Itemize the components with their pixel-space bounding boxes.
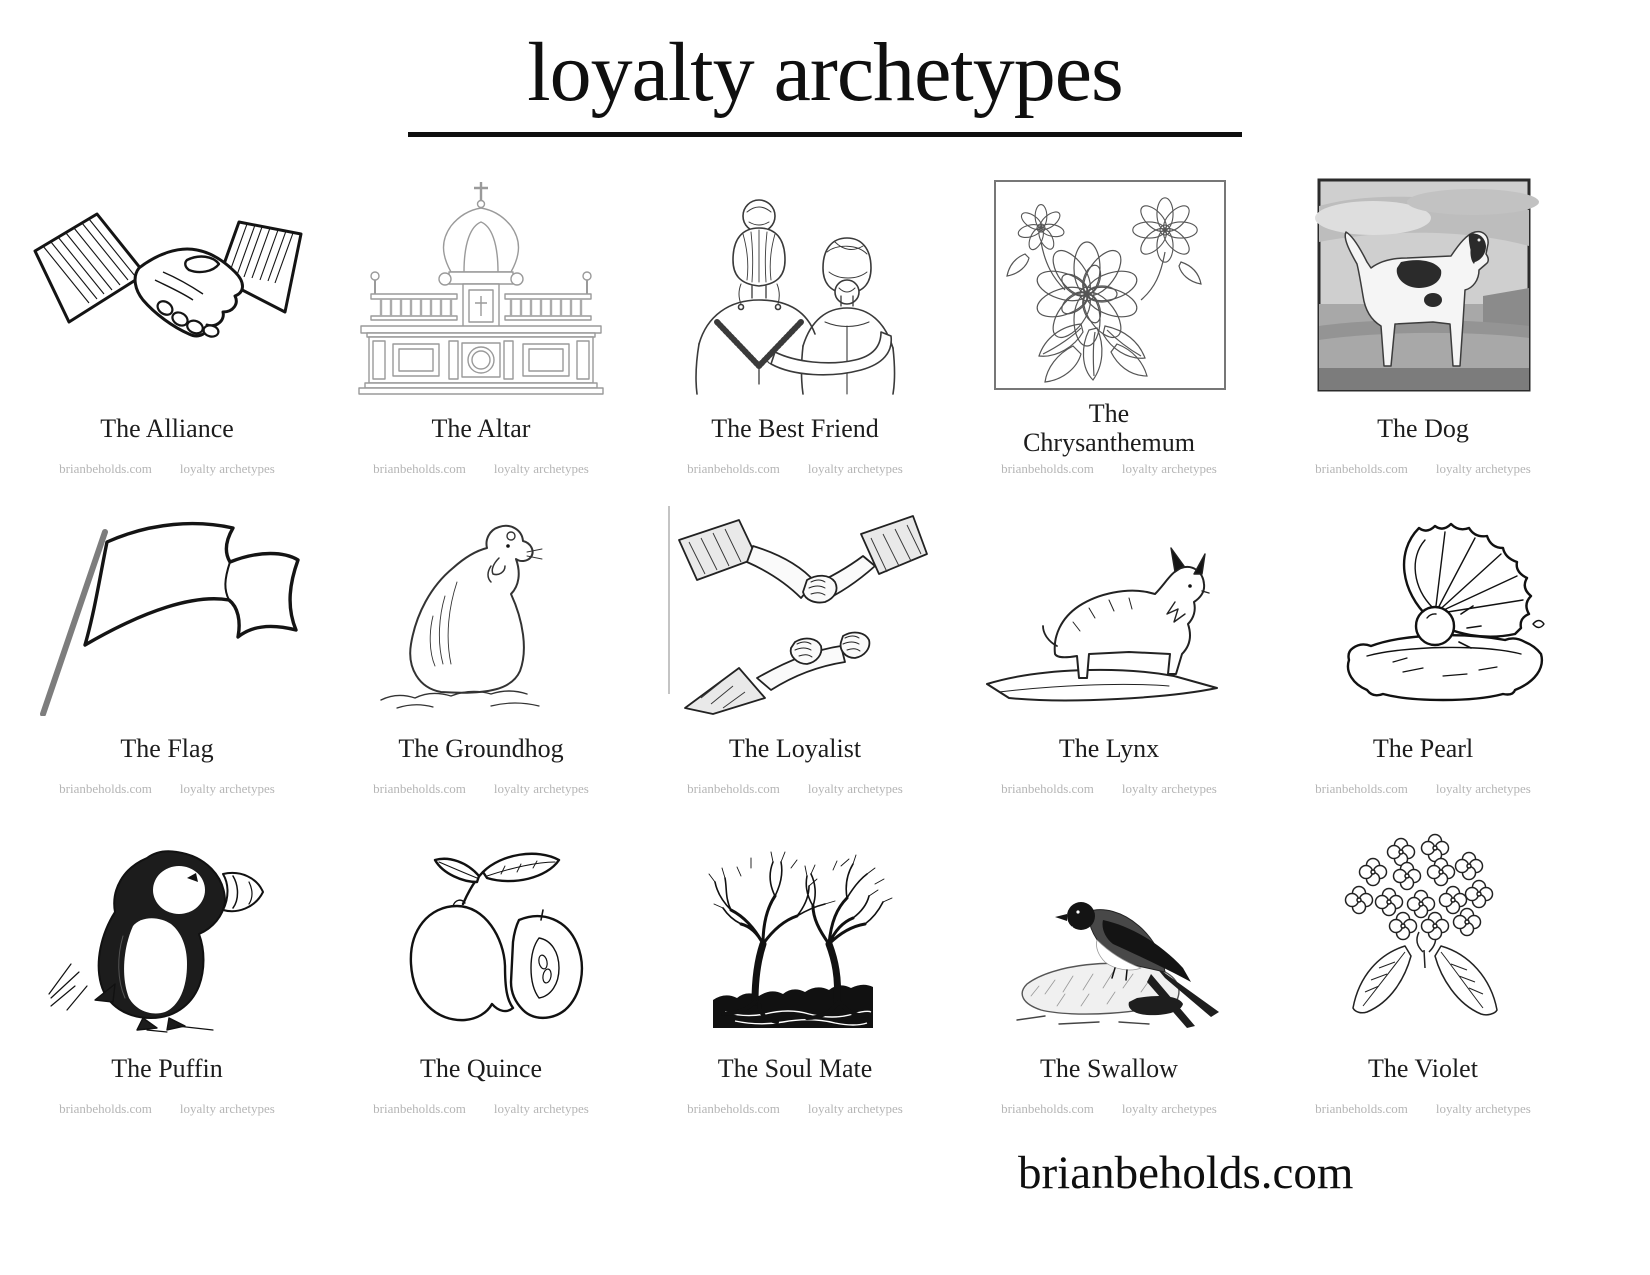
watermark-series: loyalty archetypes	[1121, 1101, 1217, 1117]
card-the-pearl	[1266, 495, 1580, 815]
card-the-loyalist	[638, 495, 952, 815]
watermark-series: loyalty archetypes	[1435, 781, 1531, 797]
card-watermark	[373, 461, 589, 477]
card-watermark	[687, 781, 903, 797]
card-watermark	[1001, 781, 1217, 797]
card-watermark	[687, 461, 903, 477]
card-watermark	[59, 1101, 275, 1117]
handshake-icon	[17, 175, 317, 397]
card-label: The Quince	[419, 1053, 542, 1083]
puffin-icon	[17, 815, 317, 1037]
swallow-icon	[959, 815, 1259, 1037]
altar-icon	[331, 175, 631, 397]
watermark-site: brianbeholds.com	[1001, 781, 1094, 797]
card-label: The Flag	[120, 733, 214, 763]
card-the-altar	[324, 175, 638, 495]
watermark-series: loyalty archetypes	[493, 461, 589, 477]
card-the-swallow	[952, 815, 1266, 1135]
card-the-quince	[324, 815, 638, 1135]
watermark-site: brianbeholds.com	[1001, 1101, 1094, 1117]
watermark-series: loyalty archetypes	[807, 461, 903, 477]
card-the-dog	[1266, 175, 1580, 495]
card-label: The Dog	[1377, 413, 1469, 443]
card-label: The Pearl	[1372, 733, 1474, 763]
card-watermark	[373, 781, 589, 797]
watermark-site: brianbeholds.com	[1001, 461, 1094, 477]
card-the-violet	[1266, 815, 1580, 1135]
card-the-alliance	[10, 175, 324, 495]
archetype-grid	[10, 175, 1650, 1135]
lynx-icon	[959, 495, 1259, 717]
card-label: The Loyalist	[728, 733, 862, 763]
watermark-site: brianbeholds.com	[1315, 781, 1408, 797]
watermark-series: loyalty archetypes	[1121, 461, 1217, 477]
watermark-series: loyalty archetypes	[179, 1101, 275, 1117]
watermark-site: brianbeholds.com	[373, 1101, 466, 1117]
card-label: The Chrysanthemum	[1023, 398, 1195, 458]
two-friends-icon	[645, 175, 945, 397]
card-the-chrysanthemum	[952, 175, 1266, 495]
quince-icon	[331, 815, 631, 1037]
card-label: The Soul Mate	[717, 1053, 873, 1083]
card-watermark	[373, 1101, 589, 1117]
card-watermark	[1315, 461, 1531, 477]
card-label: The Groundhog	[398, 733, 564, 763]
watermark-site: brianbeholds.com	[1315, 461, 1408, 477]
watermark-site: brianbeholds.com	[59, 1101, 152, 1117]
title-underline	[408, 132, 1242, 137]
watermark-site: brianbeholds.com	[59, 781, 152, 797]
card-the-groundhog	[324, 495, 638, 815]
card-watermark	[1001, 1101, 1217, 1117]
card-watermark	[687, 1101, 903, 1117]
poster-header	[0, 0, 1650, 137]
card-label: The Alliance	[100, 413, 234, 443]
card-the-lynx	[952, 495, 1266, 815]
card-the-flag	[10, 495, 324, 815]
watermark-series: loyalty archetypes	[1435, 461, 1531, 477]
watermark-site: brianbeholds.com	[59, 461, 152, 477]
card-label: The Violet	[1368, 1053, 1478, 1083]
card-label: The Puffin	[111, 1053, 223, 1083]
clasped-wrists-icon	[645, 495, 945, 717]
card-label: The Lynx	[1058, 733, 1160, 763]
watermark-site: brianbeholds.com	[373, 781, 466, 797]
watermark-series: loyalty archetypes	[1435, 1101, 1531, 1117]
page-title: loyalty archetypes	[527, 26, 1123, 119]
flag-icon	[17, 495, 317, 717]
watermark-series: loyalty archetypes	[807, 1101, 903, 1117]
oyster-pearl-icon	[1273, 495, 1573, 717]
dog-icon	[1273, 175, 1573, 397]
card-the-best-friend	[638, 175, 952, 495]
watermark-series: loyalty archetypes	[179, 781, 275, 797]
twin-trees-icon	[645, 815, 945, 1037]
violet-icon	[1273, 815, 1573, 1037]
card-watermark	[1315, 1101, 1531, 1117]
watermark-site: brianbeholds.com	[687, 1101, 780, 1117]
watermark-series: loyalty archetypes	[179, 461, 275, 477]
watermark-site: brianbeholds.com	[373, 461, 466, 477]
card-watermark	[1315, 781, 1531, 797]
card-watermark	[59, 781, 275, 797]
card-label: The Best Friend	[711, 413, 879, 443]
watermark-site: brianbeholds.com	[1315, 1101, 1408, 1117]
card-watermark	[1001, 461, 1217, 477]
card-label: The Altar	[431, 413, 531, 443]
watermark-series: loyalty archetypes	[807, 781, 903, 797]
card-the-soul-mate	[638, 815, 952, 1135]
card-watermark	[59, 461, 275, 477]
watermark-site: brianbeholds.com	[687, 781, 780, 797]
watermark-series: loyalty archetypes	[1121, 781, 1217, 797]
watermark-series: loyalty archetypes	[493, 1101, 589, 1117]
footer-site-text: brianbeholds.com	[1018, 1147, 1354, 1199]
watermark-series: loyalty archetypes	[493, 781, 589, 797]
card-the-puffin	[10, 815, 324, 1135]
groundhog-icon	[331, 495, 631, 717]
chrysanthemum-icon	[959, 175, 1259, 397]
watermark-site: brianbeholds.com	[687, 461, 780, 477]
card-label: The Swallow	[1040, 1053, 1178, 1083]
